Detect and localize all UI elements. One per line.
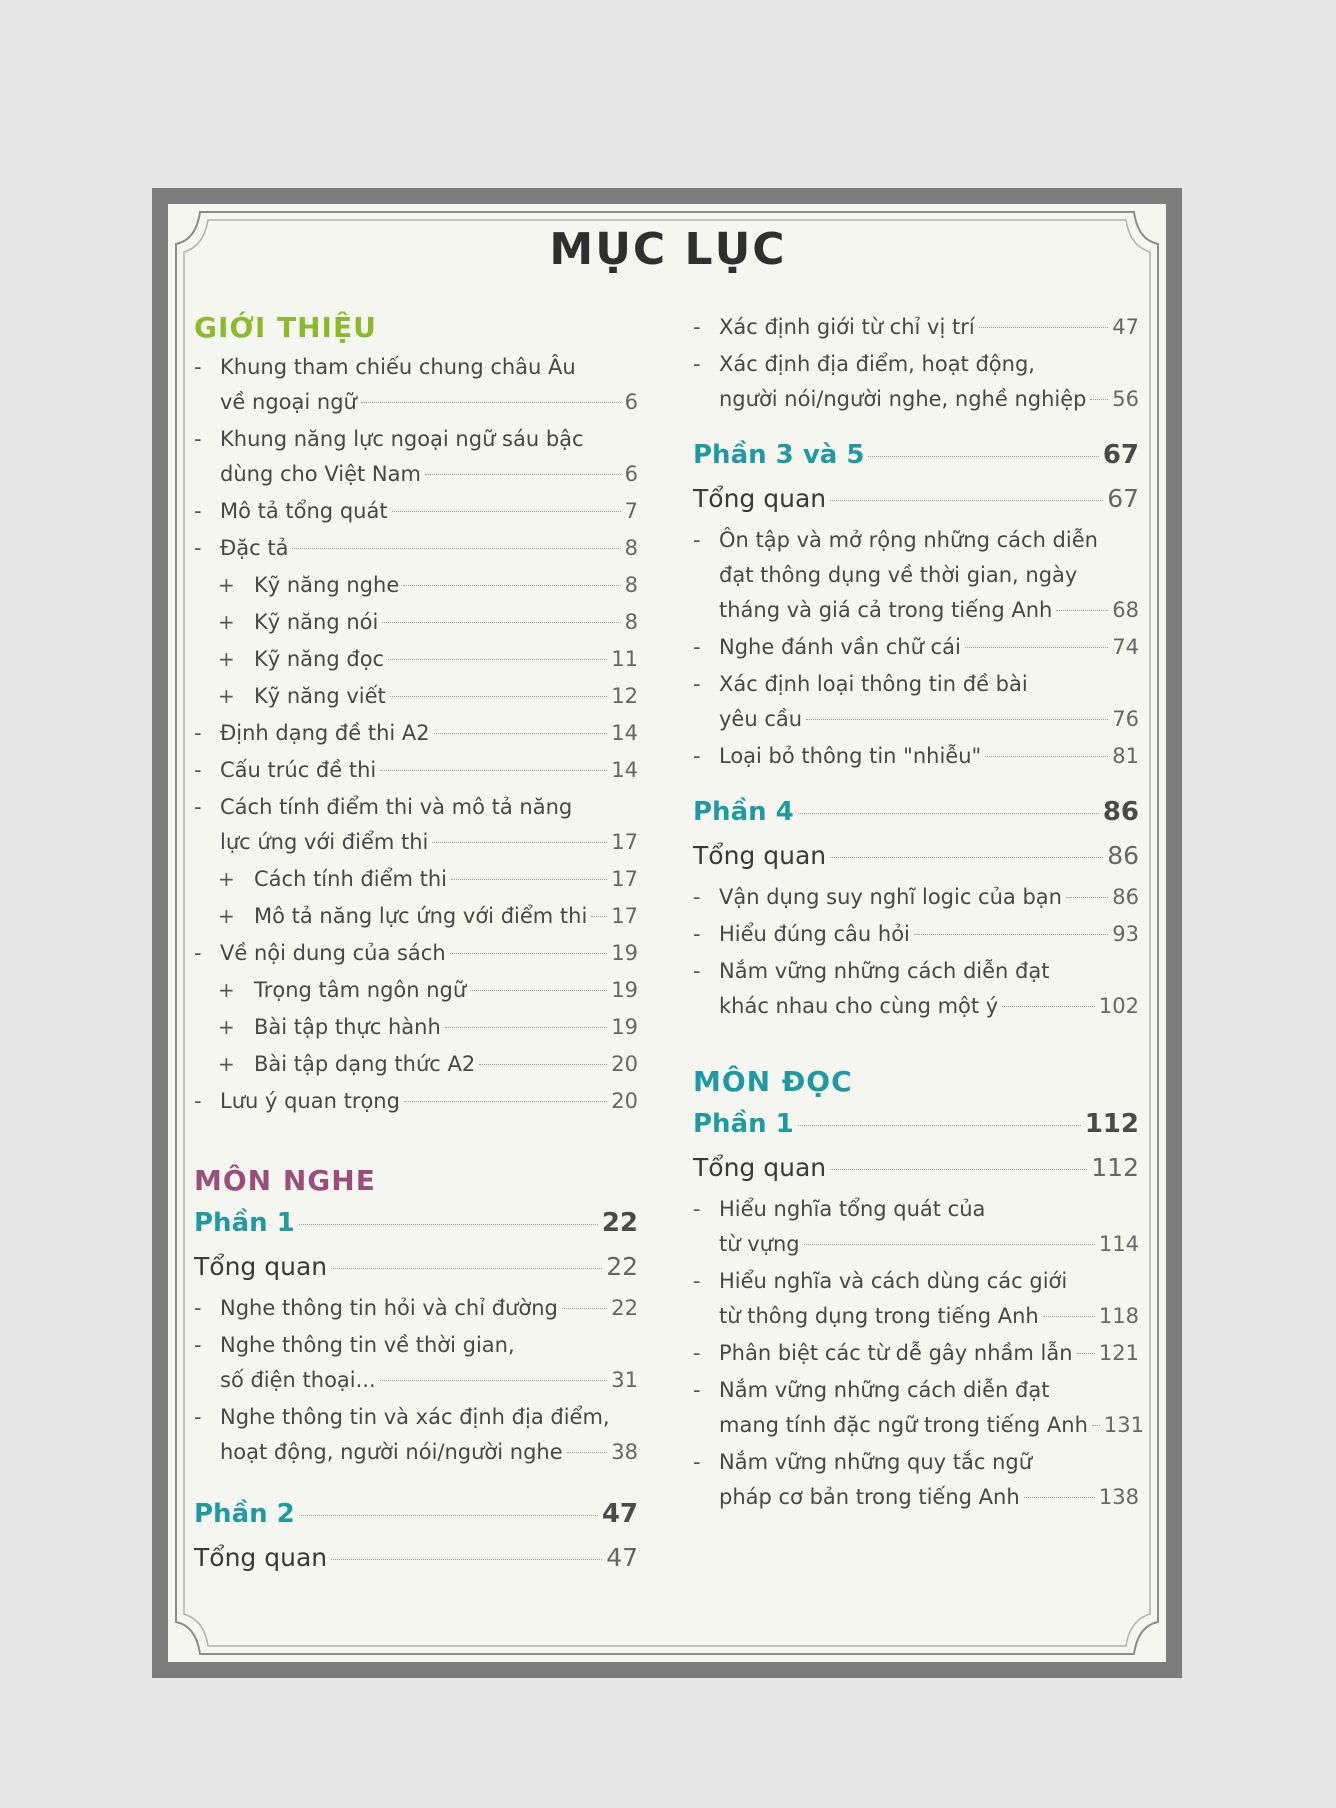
leader-dots [382,622,620,623]
part-title: Phần 2 [194,1499,295,1529]
entry-line [194,716,638,751]
spacer [693,1024,1139,1062]
page-number: 67 [1102,440,1139,470]
overview-row[interactable] [693,477,1139,521]
entry-line [194,1291,638,1326]
leader-dots [830,857,1103,858]
entry-line [194,422,638,457]
entry-text: tháng và giá cả trong tiếng Anh [719,598,1053,622]
spacer [693,774,1139,790]
toc-entry[interactable] [693,347,1139,417]
overview-label: Tổng quan [693,484,827,513]
entry-text: Xác định giới từ chỉ vị trí [719,315,975,339]
toc-subentry[interactable] [194,899,638,934]
entry-text: Nghe thông tin hỏi và chỉ đường [220,1296,558,1320]
toc-entry[interactable] [693,630,1139,665]
entry-line [194,568,638,603]
page-number: 76 [1112,707,1139,731]
entry-text: Vận dụng suy nghĩ logic của bạn [719,885,1062,909]
part-heading-row[interactable] [194,1201,638,1245]
leader-dots [1056,610,1108,611]
leader-dots [1090,399,1108,400]
entry-text: Phân biệt các từ dễ gây nhầm lẫn [719,1341,1073,1365]
entry-text: Cấu trúc đề thi [220,758,377,782]
page-number: 7 [624,499,638,523]
overview-row[interactable] [693,834,1139,878]
leader-dots [830,500,1103,501]
page-number: 112 [1091,1153,1139,1182]
entry-line [693,1299,1139,1334]
part-heading-row[interactable] [194,1492,638,1536]
entry-line [194,531,638,566]
entry-line [194,642,638,677]
page-number: 17 [611,867,638,891]
dash-bullet-icon: - [194,1296,202,1320]
plus-bullet-icon: + [218,610,235,634]
toc-entry[interactable] [194,1400,638,1470]
entry-line [693,1445,1139,1480]
toc-subentry[interactable] [194,1047,638,1082]
entry-text: Nắm vững những cách diễn đạt [719,1378,1050,1402]
dash-bullet-icon: - [693,1269,701,1293]
dash-bullet-icon: - [693,1341,701,1365]
entry-text: Hiểu đúng câu hỏi [719,922,910,946]
page-number: 47 [601,1499,638,1529]
leader-dots [299,1515,598,1516]
toc-left-column [194,308,638,1580]
part-title: Phần 3 và 5 [693,440,865,470]
page-number: 17 [611,830,638,854]
page-number: 93 [1112,922,1139,946]
overview-row[interactable] [194,1245,638,1289]
plus-bullet-icon: + [218,684,235,708]
entry-line [693,739,1139,774]
section-heading-intro: GIỚI THIỆU [194,311,377,344]
toc-subentry[interactable] [194,679,638,714]
leader-dots [331,1559,602,1560]
leader-dots [292,548,620,549]
dash-bullet-icon: - [194,499,202,523]
page-number: 86 [1112,885,1139,909]
entry-text: Kỹ năng viết [254,684,386,708]
page-number: 74 [1112,635,1139,659]
entry-text: Trọng tâm ngôn ngữ [254,978,467,1002]
toc-entry[interactable] [693,954,1139,1024]
entry-line [693,989,1139,1024]
part-heading-row[interactable] [693,1102,1139,1146]
toc-entry[interactable] [194,790,638,860]
entry-text: yêu cầu [719,707,803,731]
page-number: 8 [624,573,638,597]
entry-text: Hiểu nghĩa tổng quát của [719,1197,986,1221]
page-number: 114 [1098,1232,1139,1256]
leader-dots [404,1101,607,1102]
entry-line [693,954,1139,989]
toc-entry[interactable] [194,716,638,751]
entry-text: Loại bỏ thông tin "nhiễu" [719,744,982,768]
entry-text: từ vựng [719,1232,800,1256]
dash-bullet-icon: - [693,315,701,339]
entry-line [194,753,638,788]
dash-bullet-icon: - [693,885,701,909]
dash-bullet-icon: - [693,922,701,946]
leader-dots [434,733,608,734]
toc-entry[interactable] [693,880,1139,915]
overview-label: Tổng quan [693,1153,827,1182]
page-number: 22 [611,1296,638,1320]
entry-line [194,679,638,714]
leader-dots [450,953,608,954]
page-number: 8 [624,610,638,634]
leader-dots [798,1125,1081,1126]
toc-entry[interactable] [693,1264,1139,1334]
entry-line [194,862,638,897]
leader-dots [1043,1316,1095,1317]
dash-bullet-icon: - [194,1333,202,1357]
page-number: 20 [611,1089,638,1113]
dash-bullet-icon: - [194,721,202,745]
dash-bullet-icon: - [194,536,202,560]
toc-entry[interactable] [693,1192,1139,1262]
leader-dots [804,1244,1095,1245]
page-number: 102 [1098,994,1139,1018]
entry-text: khác nhau cho cùng một ý [719,994,999,1018]
entry-text: Cách tính điểm thi và mô tả năng [220,795,573,819]
overview-row[interactable] [693,1146,1139,1190]
entry-text: Kỹ năng đọc [254,647,385,671]
part-title: Phần 1 [693,1109,794,1139]
entry-line [693,347,1139,382]
dash-bullet-icon: - [693,959,701,983]
entry-line [693,1227,1139,1262]
page-number: 131 [1103,1413,1144,1437]
entry-text: hoạt động, người nói/người nghe [220,1440,563,1464]
leader-dots [868,456,1098,457]
page-number: 81 [1112,744,1139,768]
page-number: 14 [611,721,638,745]
plus-bullet-icon: + [218,1052,235,1076]
leader-dots [425,474,621,475]
toc-entry[interactable] [693,523,1139,628]
toc-right-column [693,308,1144,1515]
leader-dots [390,696,607,697]
entry-text: Định dạng đề thi A2 [220,721,430,745]
entry-text: Về nội dung của sách [220,941,446,965]
page-number: 11 [611,647,638,671]
entry-line [693,1264,1139,1299]
plus-bullet-icon: + [218,1015,235,1039]
part-title: Phần 4 [693,797,794,827]
part-title: Phần 1 [194,1208,295,1238]
plus-bullet-icon: + [218,573,235,597]
entry-line [194,350,638,385]
entry-text: từ thông dụng trong tiếng Anh [719,1304,1039,1328]
page-number: 47 [1112,315,1139,339]
toc-entry[interactable] [693,667,1139,737]
page-number: 22 [601,1208,638,1238]
entry-text: Đặc tả [220,536,289,560]
entry-text: Mô tả năng lực ứng với điểm thi [254,904,588,928]
entry-text: Khung tham chiếu chung châu Âu [220,355,576,379]
entry-text: Ôn tập và mở rộng những cách diễn [719,528,1098,552]
overview-label: Tổng quan [194,1252,328,1281]
plus-bullet-icon: + [218,978,235,1002]
page-number: 121 [1098,1341,1139,1365]
dash-bullet-icon: - [194,1405,202,1429]
entry-text: Mô tả tổng quát [220,499,388,523]
toc-entry[interactable] [194,753,638,788]
toc-entry[interactable] [693,1445,1139,1515]
entry-text: về ngoại ngữ [220,390,357,414]
toc-subentry[interactable] [194,862,638,897]
entry-line [194,457,638,492]
entry-text: Xác định loại thông tin đề bài [719,672,1028,696]
entry-line [194,790,638,825]
entry-line [693,1336,1139,1371]
entry-line [693,667,1139,702]
entry-text: Bài tập dạng thức A2 [254,1052,476,1076]
overview-label: Tổng quan [194,1543,328,1572]
entry-line [194,825,638,860]
toc-entry[interactable] [194,1084,638,1119]
toc-entry[interactable] [693,917,1139,952]
entry-line [693,917,1139,952]
entry-line [693,310,1139,345]
toc-entry[interactable] [194,1291,638,1326]
entry-text: đạt thông dụng về thời gian, ngày [719,563,1078,587]
toc-entry[interactable] [693,739,1139,774]
entry-text: Bài tập thực hành [254,1015,441,1039]
dash-bullet-icon: - [194,941,202,965]
entry-line [693,880,1139,915]
entry-text: pháp cơ bản trong tiếng Anh [719,1485,1020,1509]
plus-bullet-icon: + [218,904,235,928]
entry-line [194,973,638,1008]
page-number: 56 [1112,387,1139,411]
page-number: 86 [1102,797,1139,827]
entry-line [194,1363,638,1398]
entry-text: lực ứng với điểm thi [220,830,429,854]
toc-subentry[interactable] [194,568,638,603]
toc-entry[interactable] [194,494,638,529]
entry-line [693,1408,1144,1443]
leader-dots [1024,1497,1095,1498]
leader-dots [567,1452,608,1453]
plus-bullet-icon: + [218,647,235,671]
page-number: 6 [624,462,638,486]
entry-line [693,1192,1139,1227]
leader-dots [392,511,621,512]
leader-dots [445,1027,608,1028]
leader-dots [1002,1006,1095,1007]
toc-subentry[interactable] [194,642,638,677]
dash-bullet-icon: - [693,744,701,768]
plus-bullet-icon: + [218,867,235,891]
entry-line [194,605,638,640]
leader-dots [965,647,1108,648]
page-number: 8 [624,536,638,560]
entry-text: Nắm vững những cách diễn đạt [719,959,1050,983]
entry-line [693,382,1139,417]
entry-line [693,1373,1139,1408]
leader-dots [403,585,620,586]
page-number: 112 [1084,1109,1139,1139]
entry-line [693,702,1139,737]
leader-dots [1066,897,1108,898]
entry-text: Xác định địa điểm, hoạt động, [719,352,1035,376]
entry-line [194,1084,638,1119]
dash-bullet-icon: - [194,427,202,451]
dash-bullet-icon: - [194,1089,202,1113]
page-number: 12 [611,684,638,708]
part-heading-row[interactable] [693,790,1139,834]
entry-text: người nói/người nghe, nghề nghiệp [719,387,1087,411]
leader-dots [388,659,607,660]
dash-bullet-icon: - [194,758,202,782]
entry-line [693,558,1139,593]
section-heading-listening: MÔN NGHE [194,1164,376,1197]
entry-line [693,1480,1139,1515]
entry-line [194,1435,638,1470]
spacer [194,1470,638,1492]
leader-dots [979,327,1109,328]
leader-dots [806,719,1108,720]
entry-text: Kỹ năng nói [254,610,379,634]
entry-line [693,630,1139,665]
leader-dots [299,1224,598,1225]
toc-entry[interactable] [693,310,1139,345]
entry-text: số điện thoại... [220,1368,376,1392]
entry-text: Kỹ năng nghe [254,573,400,597]
page-number: 67 [1107,484,1139,513]
page-number: 138 [1098,1485,1139,1509]
toc-subentry[interactable] [194,1010,638,1045]
dash-bullet-icon: - [693,528,701,552]
page-number: 19 [611,1015,638,1039]
entry-line [693,523,1139,558]
leader-dots [380,770,607,771]
page-number: 47 [606,1543,638,1572]
spacer [194,1119,638,1161]
dash-bullet-icon: - [693,672,701,696]
leader-dots [798,813,1099,814]
entry-text: Nắm vững những quy tắc ngữ [719,1450,1033,1474]
part-heading-row[interactable] [693,433,1139,477]
section-heading-reading: MÔN ĐỌC [693,1065,853,1098]
dash-bullet-icon: - [194,795,202,819]
entry-line [194,494,638,529]
toc-subentry[interactable] [194,605,638,640]
leader-dots [470,990,607,991]
entry-text: Nghe thông tin về thời gian, [220,1333,515,1357]
leader-dots [1077,1353,1095,1354]
toc-entry[interactable] [693,1373,1144,1443]
page-number: 38 [611,1440,638,1464]
leader-dots [914,934,1108,935]
dash-bullet-icon: - [693,635,701,659]
entry-line [194,1010,638,1045]
page-title: MỤC LỤC [549,224,787,275]
spacer [693,417,1139,433]
toc-entry[interactable] [194,936,638,971]
toc-entry[interactable] [194,350,638,420]
leader-dots [1092,1425,1100,1426]
page-number: 6 [624,390,638,414]
dash-bullet-icon: - [693,1378,701,1402]
entry-line [194,1400,638,1435]
leader-dots [830,1169,1087,1170]
entry-line [194,1047,638,1082]
entry-text: Hiểu nghĩa và cách dùng các giới [719,1269,1068,1293]
toc-entry[interactable] [194,1328,638,1398]
entry-text: Khung năng lực ngoại ngữ sáu bậc [220,427,584,451]
entry-text: Nghe thông tin và xác định địa điểm, [220,1405,610,1429]
entry-text: Cách tính điểm thi [254,867,448,891]
dash-bullet-icon: - [693,352,701,376]
entry-line [194,936,638,971]
leader-dots [331,1268,602,1269]
leader-dots [380,1380,608,1381]
entry-text: Nghe đánh vần chữ cái [719,635,961,659]
page-number: 19 [611,941,638,965]
page-number: 17 [611,904,638,928]
page-number: 68 [1112,598,1139,622]
entry-line [194,385,638,420]
leader-dots [562,1308,607,1309]
toc-subentry[interactable] [194,973,638,1008]
entry-line [194,1328,638,1363]
dash-bullet-icon: - [194,355,202,379]
leader-dots [432,842,607,843]
entry-line [194,899,638,934]
leader-dots [985,756,1108,757]
toc-entry[interactable] [194,422,638,492]
toc-entry[interactable] [693,1336,1139,1371]
leader-dots [591,916,607,917]
entry-text: Lưu ý quan trọng [220,1089,400,1113]
leader-dots [479,1064,607,1065]
page-number: 14 [611,758,638,782]
leader-dots [361,402,621,403]
entry-text: dùng cho Việt Nam [220,462,421,486]
page-number: 86 [1107,841,1139,870]
entry-text: mang tính đặc ngữ trong tiếng Anh [719,1413,1088,1437]
dash-bullet-icon: - [693,1197,701,1221]
page-number: 19 [611,978,638,1002]
page-number: 20 [611,1052,638,1076]
overview-row[interactable] [194,1536,638,1580]
leader-dots [451,879,607,880]
overview-label: Tổng quan [693,841,827,870]
entry-line [693,593,1139,628]
toc-entry[interactable] [194,531,638,566]
page-number: 118 [1098,1304,1139,1328]
page-number: 31 [611,1368,638,1392]
page-number: 22 [606,1252,638,1281]
dash-bullet-icon: - [693,1450,701,1474]
